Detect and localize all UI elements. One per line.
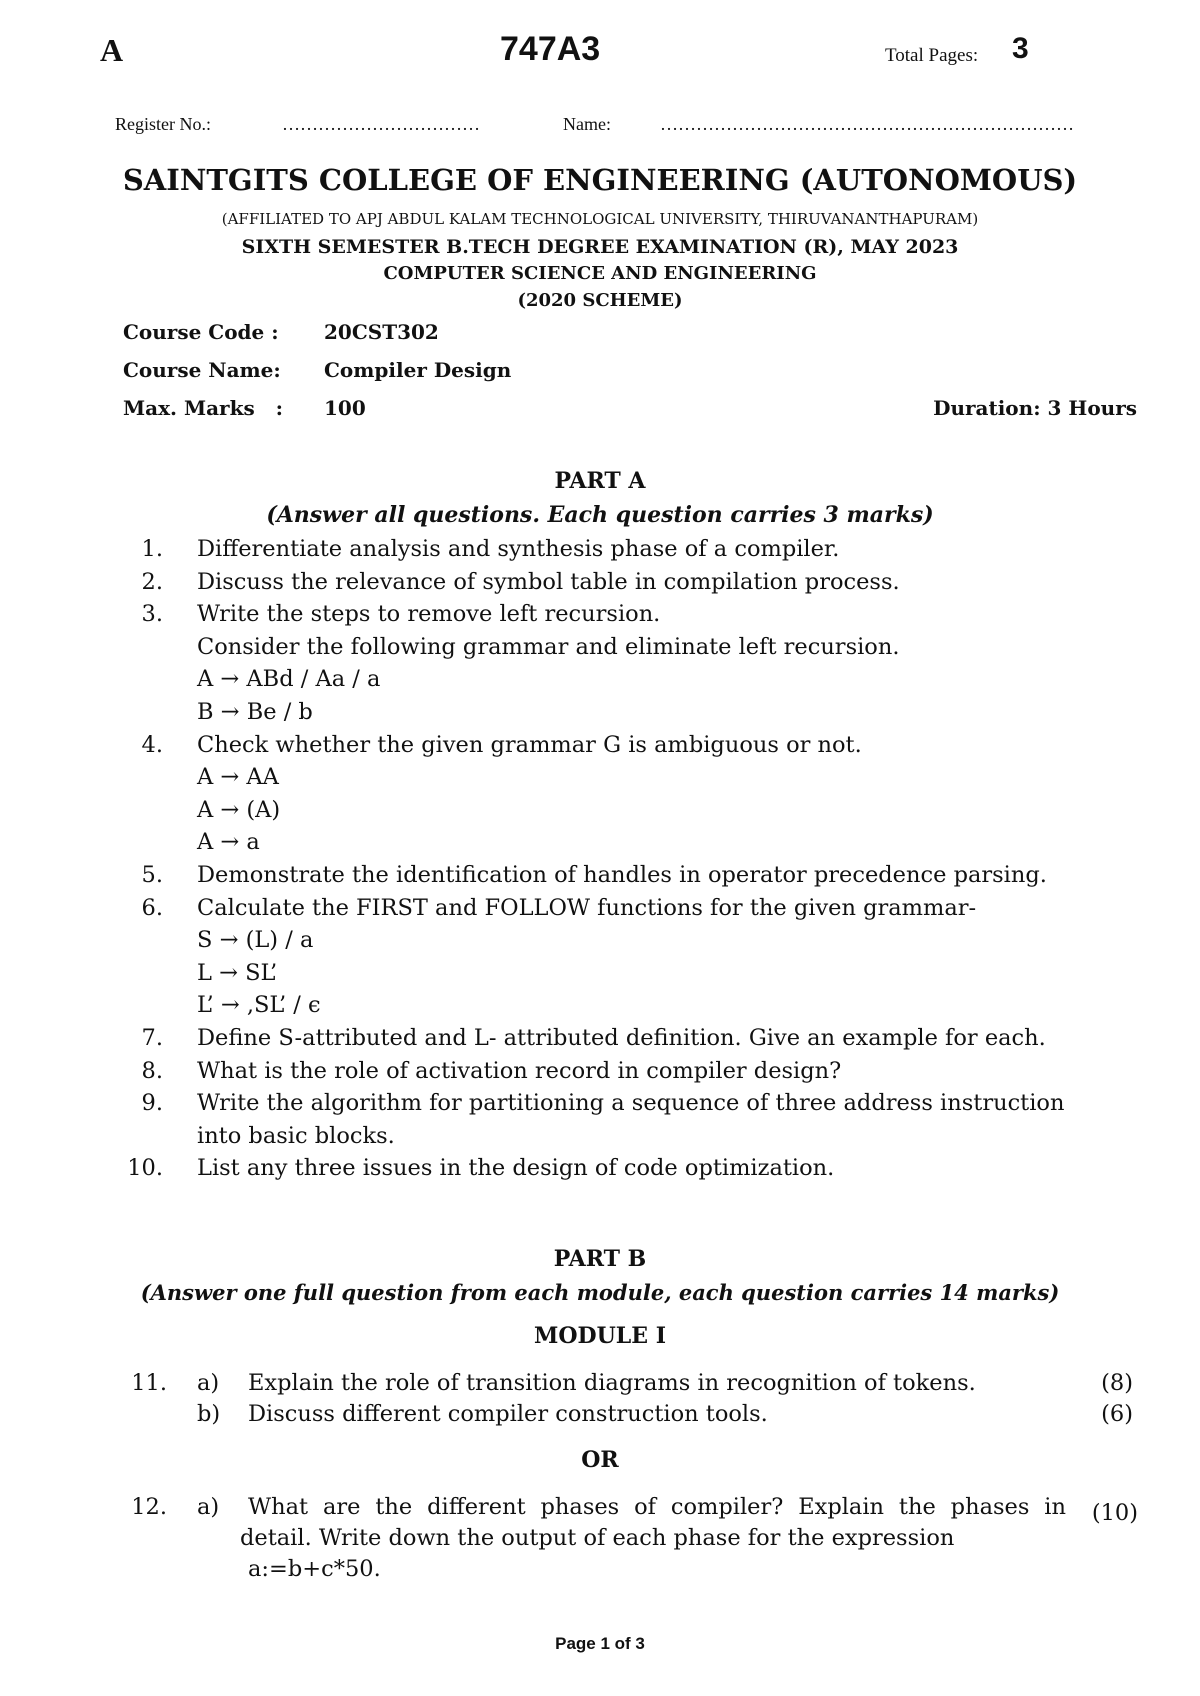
page-footer: Page 1 of 3 [555, 1634, 645, 1653]
affiliation: (AFFILIATED TO APJ ABDUL KALAM TECHNOLOGICAL UNIVERSITY, THIRUVANANTHAPURAM) [221, 210, 979, 228]
part-a-line: A → AA [197, 764, 279, 790]
q11-number: 11. [131, 1370, 167, 1396]
duration: Duration: 3 Hours [933, 396, 1137, 420]
part-a-line: S → (L) / a [197, 927, 314, 953]
part-a-line: Demonstrate the identification of handles in operator precedence parsing. [197, 862, 1047, 888]
part-b-instruction: (Answer one full question from each module, each question carries 14 marks) [140, 1280, 1060, 1305]
set-letter: A [100, 32, 124, 68]
part-a-line: What is the role of activation record in compiler design? [197, 1058, 842, 1084]
part-a-number: 1. [141, 536, 163, 562]
q12a-marks: (10) [1091, 1500, 1138, 1526]
part-b-title: PART B [553, 1246, 647, 1272]
q11a-marks: (8) [1101, 1370, 1133, 1396]
scheme: (2020 SCHEME) [517, 290, 683, 311]
q12a-line3: a:=b+c*50. [248, 1556, 381, 1582]
q12a-line1: What are the different phases of compiler? Explain the phases in [248, 1494, 1066, 1520]
part-a-number: 2. [141, 569, 163, 595]
course-code-label: Course Code : [123, 320, 279, 344]
part-a-line: Write the steps to remove left recursion. [197, 601, 661, 627]
part-a-number: 9. [141, 1090, 163, 1116]
register-field: …………………………… [282, 114, 480, 134]
module-title: MODULE I [534, 1323, 666, 1349]
register-label: Register No.: [115, 114, 211, 134]
part-a-line: A → a [197, 829, 260, 855]
part-a-number: 4. [141, 732, 163, 758]
course-code-value: 20CST302 [324, 320, 439, 344]
part-a-line: L → SL’ [197, 960, 278, 986]
part-a-line: List any three issues in the design of code optimization. [197, 1155, 835, 1181]
q11b-marks: (6) [1101, 1401, 1133, 1427]
name-label: Name: [563, 114, 611, 134]
institution-name: SAINTGITS COLLEGE OF ENGINEERING (AUTONOMOUS) [122, 163, 1078, 197]
total-pages-value: 3 [1012, 32, 1029, 65]
max-marks-value: 100 [324, 396, 366, 420]
part-a-line: Consider the following grammar and eliminate left recursion. [197, 634, 900, 660]
part-a-line: A → (A) [197, 797, 281, 823]
q12-number: 12. [131, 1494, 167, 1520]
part-a-line: Differentiate analysis and synthesis phase of a compiler. [197, 536, 840, 562]
part-a-number: 7. [141, 1025, 163, 1051]
part-a-line: A → ABd / Aa / a [197, 666, 381, 692]
part-a-number: 3. [141, 601, 163, 627]
part-a-line: L’ → ,SL’ / ϵ [197, 992, 321, 1018]
part-a-number: 10. [127, 1155, 163, 1181]
name-field: …………………………………………………………… [660, 114, 1074, 134]
max-marks-label: Max. Marks : [123, 396, 283, 420]
part-a-number: 6. [141, 895, 163, 921]
q11b-text: Discuss different compiler construction tools. [248, 1401, 768, 1427]
q12a-line2: detail. Write down the output of each phase for the expression [240, 1525, 955, 1551]
paper-code: 747A3 [500, 30, 601, 68]
part-a-line: into basic blocks. [197, 1123, 395, 1149]
part-a-line: Calculate the FIRST and FOLLOW functions for the given grammar- [197, 895, 977, 921]
q11a-label: a) [197, 1370, 220, 1396]
department: COMPUTER SCIENCE AND ENGINEERING [383, 263, 817, 284]
part-a-title: PART A [554, 468, 646, 494]
part-a-line: B → Be / b [197, 699, 313, 725]
part-a-line: Discuss the relevance of symbol table in compilation process. [197, 569, 900, 595]
course-name-value: Compiler Design [324, 358, 512, 382]
part-a-instruction: (Answer all questions. Each question carries 3 marks) [266, 502, 934, 528]
part-a-number: 8. [141, 1058, 163, 1084]
part-a-line: Check whether the given grammar G is ambiguous or not. [197, 732, 862, 758]
or-divider: OR [581, 1447, 619, 1473]
course-name-label: Course Name: [123, 358, 281, 382]
q11a-text: Explain the role of transition diagrams in recognition of tokens. [248, 1370, 976, 1396]
part-a-line: Write the algorithm for partitioning a sequence of three address instruction [197, 1090, 1065, 1116]
q12a-label: a) [197, 1494, 220, 1520]
part-a-number: 5. [141, 862, 163, 888]
q11b-label: b) [197, 1401, 221, 1427]
exam-title: SIXTH SEMESTER B.TECH DEGREE EXAMINATION (R), MAY 2023 [241, 236, 959, 258]
total-pages-label: Total Pages: [885, 45, 979, 66]
part-a-line: Define S-attributed and L- attributed definition. Give an example for each. [197, 1025, 1046, 1051]
